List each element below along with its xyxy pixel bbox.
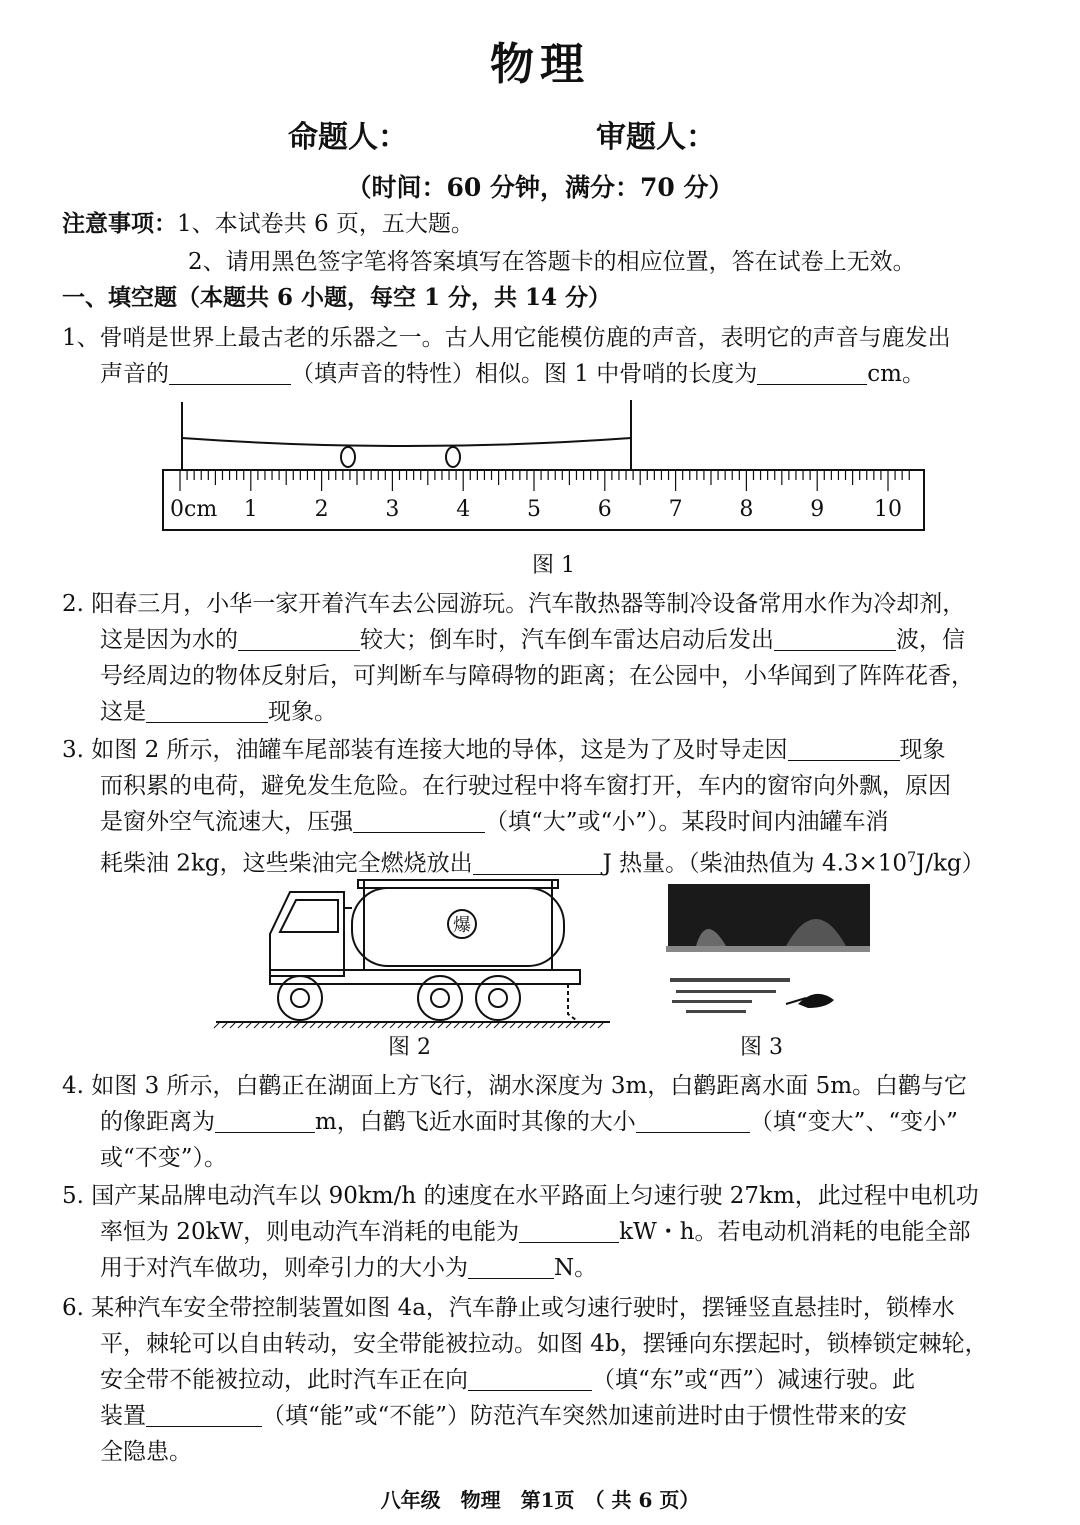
- q3-text-f: J 热量。（柴油热值为 4.3×10: [602, 850, 908, 877]
- q4-line-2: [100, 1104, 958, 1140]
- q2-line-3: 号经周边的物体反射后，可判断车与障碍物的距离；在公园中，小华闻到了阵阵花香，: [100, 663, 974, 689]
- q2-text-c: 波，信: [896, 627, 965, 653]
- q3-text-d: （填“大”或“小”）。某段时间内油罐车消: [485, 809, 889, 835]
- wheel: [278, 976, 322, 1020]
- q4-line-1: 4. 如图 3 所示，白鹳正在湖面上方飞行，湖水深度为 3m，白鹳距离水面 5m。白鹳与它: [62, 1073, 968, 1099]
- exam-time-info: （时间：60 分钟，满分：70 分）: [346, 173, 734, 202]
- answer-blank[interactable]: [788, 736, 900, 761]
- ruler-label: 10: [874, 497, 902, 522]
- q3-line-3: [100, 804, 889, 840]
- q6-line-3: [100, 1362, 915, 1398]
- ruler-labels: [170, 497, 902, 522]
- ruler-label: 4: [456, 497, 471, 522]
- answer-blank[interactable]: [636, 1108, 750, 1133]
- q3-text-g: J/kg）: [916, 850, 985, 877]
- wheel: [476, 976, 520, 1020]
- q3-text-b: 现象: [899, 737, 946, 763]
- notes-item-2: 2、请用黑色签字笔将答案填写在答题卡的相应位置，答在试卷上无效。: [188, 249, 916, 275]
- answer-blank[interactable]: [146, 1402, 262, 1427]
- q4-text-b: m，白鹳飞近水面时其像的大小: [315, 1109, 636, 1135]
- ruler-label: 7: [668, 497, 683, 522]
- q3-text-c: 是窗外空气流速大，压强: [100, 809, 353, 835]
- q5-line-3: [100, 1250, 597, 1286]
- ruler-label: 8: [739, 497, 754, 522]
- figure-2-caption: 图 2: [388, 1035, 431, 1060]
- notes-item-1: 1、本试卷共 6 页，五大题。: [177, 211, 474, 237]
- q3-line-1: [62, 732, 946, 768]
- page-title: 物理: [490, 39, 590, 90]
- figure-2-tanker-truck: [212, 874, 612, 1029]
- figure-3-caption: 图 3: [740, 1035, 783, 1060]
- q1-text-b: （填声音的特性）相似。图 1 中骨哨的长度为: [291, 361, 758, 387]
- q4-text-c: （填“变大”、“变小”: [749, 1109, 958, 1135]
- notes-line-1: [62, 206, 474, 242]
- section-heading: 一、填空题（本题共 6 小题，每空 1 分，共 14 分）: [62, 284, 612, 311]
- q6-text-c: 装置: [100, 1403, 146, 1429]
- answer-blank[interactable]: [468, 1366, 592, 1391]
- q3-line-2: 而积累的电荷，避免发生危险。在行驶过程中将车窗打开，车内的窗帘向外飘，原因: [100, 773, 951, 799]
- ruler-label: 2: [314, 497, 329, 522]
- q6-text-a: 安全带不能被拉动，此时汽车正在向: [100, 1367, 468, 1393]
- ruler-label: 9: [810, 497, 825, 522]
- page-footer: 八年级 物理 第1页 （ 共 6 页）: [380, 1488, 700, 1512]
- q5-text-c: 用于对汽车做功，则牵引力的大小为: [100, 1255, 468, 1281]
- q4-line-3: 或“不变”）。: [100, 1145, 228, 1171]
- wheel: [418, 976, 462, 1020]
- tank-mark-text: 爆: [453, 915, 471, 936]
- truck-cab: [270, 892, 344, 976]
- answer-blank[interactable]: [468, 1254, 554, 1279]
- q2-line-1: 2. 阳春三月，小华一家开着汽车去公园游玩。汽车散热器等制冷设备常用水作为冷却剂，: [62, 591, 966, 617]
- answer-blank[interactable]: [169, 360, 291, 385]
- q6-text-b: （填“东”或“西”）减速行驶。此: [592, 1367, 916, 1393]
- q5-line-2: [100, 1214, 971, 1250]
- q3-text-a: 3. 如图 2 所示，油罐车尾部装有连接大地的导体，这是为了及时导走因: [62, 737, 788, 763]
- figure-3-egret-photo: [666, 882, 870, 1026]
- q6-line-1: 6. 某种汽车安全带控制装置如图 4a，汽车静止或匀速行驶时，摆锤竖直悬挂时，锁棒水: [62, 1295, 955, 1321]
- q2-line-2: [100, 622, 965, 658]
- q5-line-1: 5. 国产某品牌电动汽车以 90km/h 的速度在水平路面上匀速行驶 27km，此过程中电机功: [62, 1183, 979, 1209]
- q5-text-b: kW・h。若电动机消耗的电能全部: [619, 1219, 971, 1245]
- answer-blank[interactable]: [519, 1218, 619, 1243]
- q4-text-a: 的像距离为: [100, 1109, 215, 1135]
- reviewer-label: 审题人：: [596, 120, 716, 155]
- q6-text-d: （填“能”或“不能”）防范汽车突然加速前进时由于惯性带来的安: [262, 1403, 908, 1429]
- q2-line-4: [100, 694, 337, 730]
- setter-label: 命题人：: [288, 120, 408, 155]
- notes-label: 注意事项：: [62, 210, 177, 237]
- q6-line-2: 平，棘轮可以自由转动，安全带能被拉动。如图 4b，摆锤向东摆起时，锁棒锁定棘轮，: [100, 1331, 988, 1357]
- grounding-chain: [568, 984, 576, 1020]
- answer-blank[interactable]: [473, 850, 603, 875]
- ruler-label: 3: [385, 497, 400, 522]
- q1-text-a: 声音的: [100, 361, 169, 387]
- q2-text-a: 这是因为水的: [100, 627, 238, 653]
- q5-text-a: 率恒为 20kW，则电动汽车消耗的电能为: [100, 1219, 520, 1245]
- q2-text-d: 这是: [100, 699, 146, 725]
- q2-text-b: 较大；倒车时，汽车倒车雷达启动后发出: [360, 627, 774, 653]
- ruler-label: 1: [243, 497, 258, 522]
- ruler-label: 0cm: [170, 497, 218, 522]
- figure-1-ruler: [160, 396, 930, 536]
- q6-line-4: [100, 1398, 907, 1434]
- answer-blank[interactable]: [774, 626, 896, 651]
- answer-blank[interactable]: [353, 808, 485, 833]
- ruler-ticks: [180, 471, 909, 491]
- bone-whistle: [182, 400, 631, 470]
- q1-line-1: 1、骨哨是世界上最古老的乐器之一。古人用它能模仿鹿的声音，表明它的声音与鹿发出: [62, 325, 951, 351]
- q1-text-c: cm。: [867, 361, 925, 387]
- figure-1-caption: 图 1: [532, 553, 575, 578]
- q3-text-e: 耗柴油 2kg，这些柴油完全燃烧放出: [100, 850, 473, 877]
- q6-line-5: 全隐患。: [100, 1439, 192, 1465]
- ruler-label: 6: [597, 497, 612, 522]
- exponent: 7: [907, 850, 916, 866]
- q1-line-2: [100, 356, 925, 392]
- q5-text-d: N。: [554, 1255, 598, 1281]
- q2-text-e: 现象。: [268, 699, 337, 725]
- answer-blank[interactable]: [215, 1108, 315, 1133]
- ruler-label: 5: [527, 497, 541, 522]
- answer-blank[interactable]: [757, 360, 867, 385]
- answer-blank[interactable]: [146, 698, 268, 723]
- answer-blank[interactable]: [238, 626, 360, 651]
